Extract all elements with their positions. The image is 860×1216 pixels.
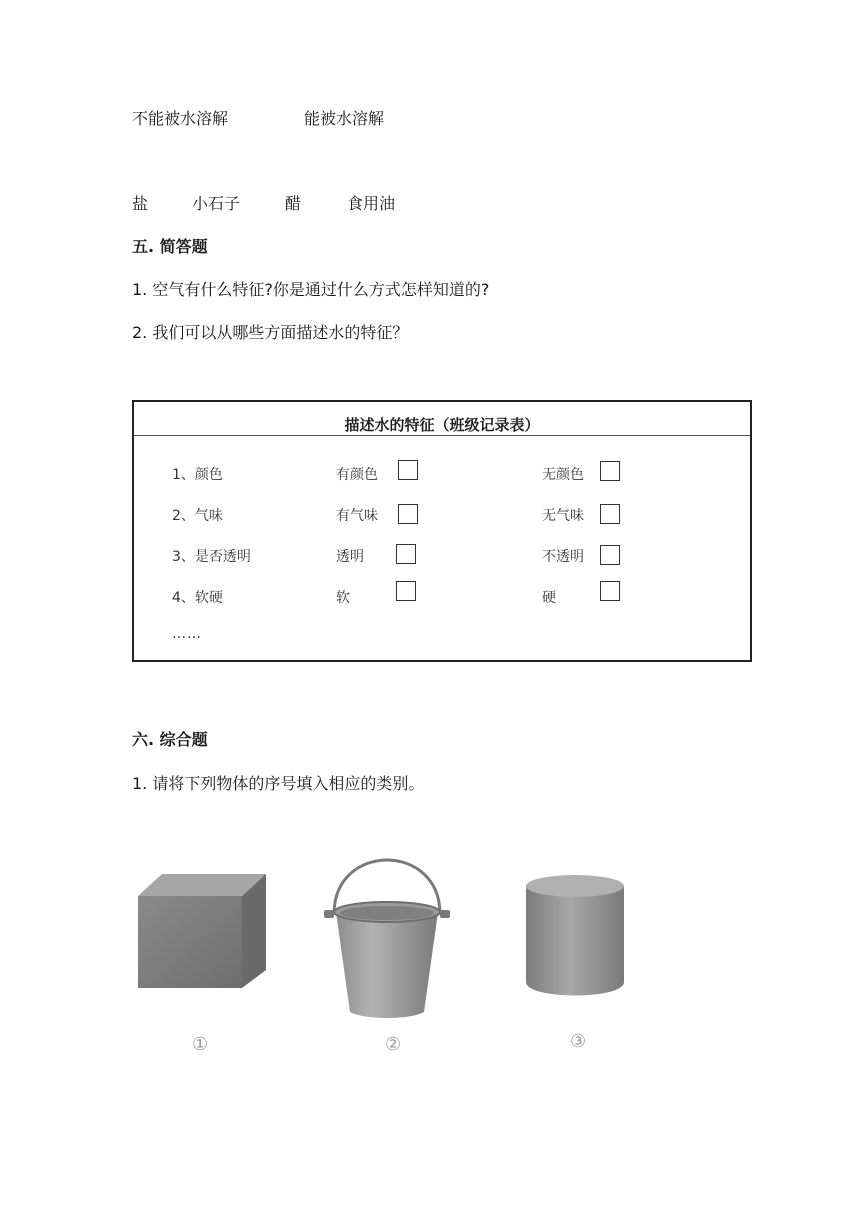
row-option-1: 有颜色 — [336, 467, 378, 483]
checkbox-hard[interactable] — [600, 581, 620, 601]
figure-label-2: ② — [385, 1034, 402, 1055]
item-oil: 食用油 — [347, 194, 396, 213]
cube-image — [136, 870, 268, 990]
table-title: 描述水的特征（班级记录表） — [344, 416, 540, 434]
row-feature: 2、气味 — [172, 508, 223, 524]
cylinder-image — [522, 872, 628, 998]
row-feature: 4、软硬 — [172, 590, 223, 606]
figure-label-1: ① — [192, 1034, 209, 1055]
table-title-divider — [134, 435, 750, 436]
item-salt: 盐 — [132, 194, 149, 213]
row-option-2: 无颜色 — [542, 467, 584, 483]
section5-title: 五. 简答题 — [132, 237, 208, 256]
checkbox-not-transparent[interactable] — [600, 545, 620, 565]
section6-question-1: 1. 请将下列物体的序号填入相应的类别。 — [132, 774, 425, 793]
table-ellipsis: …… — [172, 626, 202, 642]
checkbox-has-color[interactable] — [398, 460, 418, 480]
row-option-2: 无气味 — [542, 508, 584, 524]
row-option-1: 有气味 — [336, 508, 378, 524]
row-feature: 1、颜色 — [172, 467, 223, 483]
checkbox-has-smell[interactable] — [398, 504, 418, 524]
checkbox-soft[interactable] — [396, 581, 416, 601]
row-option-1: 软 — [336, 590, 350, 606]
category-soluble: 能被水溶解 — [304, 109, 385, 128]
section5-question-1: 1. 空气有什么特征?你是通过什么方式怎样知道的? — [132, 280, 490, 299]
water-features-table — [132, 400, 752, 662]
section6-title: 六. 综合题 — [132, 730, 208, 749]
item-vinegar: 醋 — [285, 194, 302, 213]
bucket-image — [320, 852, 454, 1020]
row-feature: 3、是否透明 — [172, 549, 251, 565]
section5-question-2: 2. 我们可以从哪些方面描述水的特征？ — [132, 323, 409, 342]
checkbox-no-color[interactable] — [600, 461, 620, 481]
figure-label-3: ③ — [570, 1031, 587, 1052]
category-insoluble: 不能被水溶解 — [132, 109, 229, 128]
item-pebble: 小石子 — [192, 194, 241, 213]
row-option-2: 硬 — [542, 590, 556, 606]
row-option-1: 透明 — [336, 549, 364, 565]
checkbox-no-smell[interactable] — [600, 504, 620, 524]
row-option-2: 不透明 — [542, 549, 584, 565]
checkbox-transparent[interactable] — [396, 544, 416, 564]
